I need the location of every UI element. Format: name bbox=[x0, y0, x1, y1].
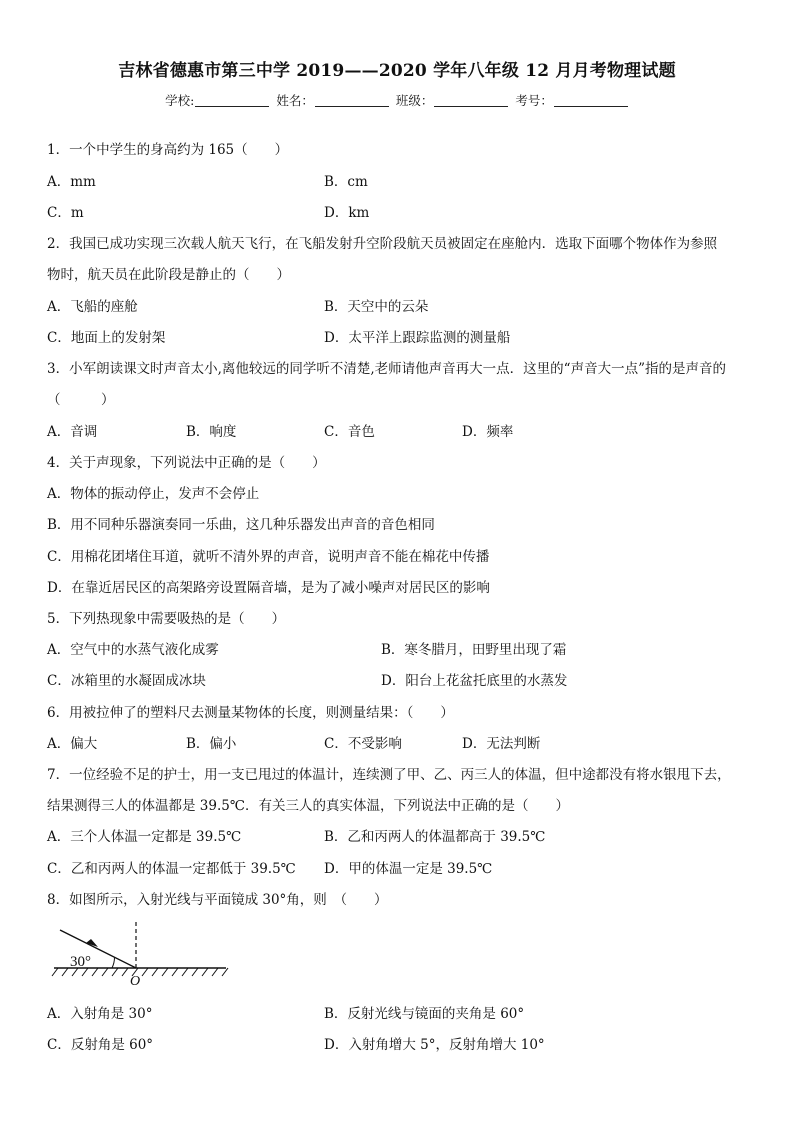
question-5-option-b: B．寒冬腊月，田野里出现了霜 bbox=[381, 642, 567, 658]
student-info-line bbox=[0, 91, 794, 109]
question-4-option-c: C．用棉花团堵住耳道，就听不清外界的声音，说明声音不能在棉花中传播 bbox=[47, 549, 490, 565]
question-5-stem: 5．下列热现象中需要吸热的是（ ） bbox=[47, 611, 286, 627]
question-8-option-b: B．反射光线与镜面的夹角是 60° bbox=[324, 1006, 525, 1022]
question-7-option-c: C．乙和丙两人的体温一定都低于 39.5℃ bbox=[47, 861, 296, 877]
question-7-option-b: B．乙和丙两人的体温都高于 39.5℃ bbox=[324, 829, 546, 845]
question-6-option-b: B．偏小 bbox=[186, 736, 237, 752]
question-8-option-c: C．反射角是 60° bbox=[47, 1037, 154, 1053]
question-4-stem: 4．关于声现象，下列说法中正确的是（ ） bbox=[47, 455, 326, 471]
question-6-stem: 6．用被拉伸了的塑料尺去测量某物体的长度，则测量结果：（ ） bbox=[47, 705, 454, 721]
question-5-option-d: D．阳台上花盆托底里的水蒸发 bbox=[381, 673, 568, 689]
angle-arc bbox=[112, 957, 115, 968]
question-2-option-b: B．天空中的云朵 bbox=[324, 299, 429, 315]
question-1-option-b: B．cm bbox=[324, 174, 368, 190]
question-4-option-d: D．在靠近居民区的高架路旁设置隔音墙，是为了减小噪声对居民区的影响 bbox=[47, 580, 490, 596]
question-8-option-d: D．入射角增大 5°，反射角增大 10° bbox=[324, 1037, 545, 1053]
question-5-option-c: C．冰箱里的水凝固成冰块 bbox=[47, 673, 206, 689]
question-7-option-a: A．三个人体温一定都是 39.5℃ bbox=[47, 829, 242, 845]
question-1-option-a: A．mm bbox=[47, 174, 96, 190]
question-7-option-d: D．甲的体温一定是 39.5℃ bbox=[324, 861, 493, 877]
question-3-stem-line-1: 3．小军朗读课文时声音太小,离他较远的同学听不清楚,老师请他声音再大一点．这里的“声音大一点”指的是声音的 bbox=[47, 361, 726, 377]
question-1-option-d: D．km bbox=[324, 205, 370, 221]
question-7-stem-line-2: 结果测得三人的体温都是 39.5℃．有关三人的真实体温，下列说法中正确的是（ ） bbox=[47, 798, 569, 814]
angle-label: 30° bbox=[70, 954, 91, 970]
question-3-option-d: D．频率 bbox=[462, 424, 514, 440]
question-2-option-a: A．飞船的座舱 bbox=[47, 299, 138, 315]
question-6-option-d: D．无法判断 bbox=[462, 736, 541, 752]
exam-number-blank[interactable] bbox=[554, 94, 628, 107]
question-2-stem-line-1: 2．我国已成功实现三次载人航天飞行，在飞船发射升空阶段航天员被固定在座舱内．选取下面哪个物体作为参照 bbox=[47, 236, 718, 252]
question-6-option-a: A．偏大 bbox=[47, 736, 98, 752]
question-1-stem: 1．一个中学生的身高约为 165（ ） bbox=[47, 142, 289, 158]
question-2-option-d: D．太平洋上跟踪监测的测量船 bbox=[324, 330, 511, 346]
question-5-option-a: A．空气中的水蒸气液化成雾 bbox=[47, 642, 219, 658]
question-6-option-c: C．不受影响 bbox=[324, 736, 402, 752]
school-label: 学校: bbox=[165, 93, 195, 108]
question-1-option-c: C．m bbox=[47, 205, 84, 221]
question-2-stem-line-2: 物时，航天员在此阶段是静止的（ ） bbox=[47, 267, 290, 283]
question-4-option-a: A．物体的振动停止，发声不会停止 bbox=[47, 486, 260, 502]
name-blank[interactable] bbox=[315, 94, 389, 107]
class-label: 班级： bbox=[395, 93, 434, 108]
question-3-option-c: C．音色 bbox=[324, 424, 375, 440]
question-3-option-a: A．音调 bbox=[47, 424, 98, 440]
school-blank[interactable] bbox=[195, 94, 269, 107]
question-3-option-b: B．响度 bbox=[186, 424, 237, 440]
name-label: 姓名： bbox=[276, 93, 314, 108]
exam-title: 吉林省德惠市第三中学 2019——2020 学年八年级 12 月月考物理试题 bbox=[118, 61, 676, 81]
question-8-stem: 8．如图所示，入射光线与平面镜成 30°角，则 （ ） bbox=[47, 892, 388, 908]
question-7-stem-line-1: 7．一位经验不足的护士，用一支已甩过的体温计，连续测了甲、乙、丙三人的体温，但中途都没有将水银甩下去， bbox=[47, 767, 731, 783]
question-2-option-c: C．地面上的发射架 bbox=[47, 330, 166, 346]
class-blank[interactable] bbox=[434, 94, 508, 107]
mirror-reflection-figure bbox=[50, 918, 230, 988]
question-3-stem-line-2: （ ） bbox=[47, 392, 115, 408]
question-8-option-a: A．入射角是 30° bbox=[47, 1006, 153, 1022]
question-4-option-b: B．用不同种乐器演奏同一乐曲，这几种乐器发出声音的音色相同 bbox=[47, 517, 435, 533]
exam-number-label: 考号： bbox=[515, 93, 553, 108]
point-o-label: O bbox=[130, 974, 141, 988]
